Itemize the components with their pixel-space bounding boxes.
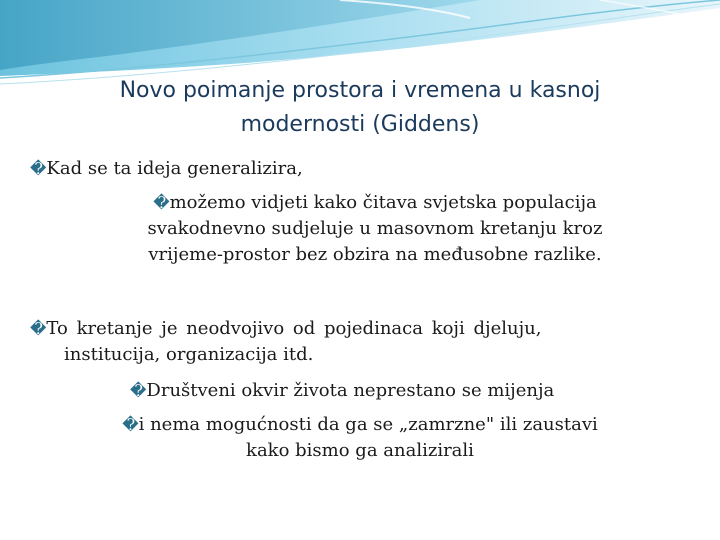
bullet-2-line-3: vrijeme-prostor bez obzira na međusobne razlike. — [148, 244, 602, 265]
bullet-4-text: Društveni okvir života neprestano se mijenja — [146, 380, 555, 401]
bullet-3 — [30, 316, 690, 368]
bullet-marker-icon: � — [30, 159, 47, 178]
slide-title — [40, 74, 680, 142]
title-line-1: Novo poimanje prostora i vremena u kasnoj — [119, 78, 601, 103]
bullet-2 — [80, 190, 670, 268]
bullet-4 — [130, 378, 554, 404]
bullet-1 — [30, 156, 303, 182]
bullet-5 — [60, 412, 660, 464]
bullet-2-line-1: možemo vidjeti kako čitava svjetska populacija — [169, 192, 597, 213]
bullet-marker-icon: � — [30, 319, 47, 338]
bullet-marker-icon: � — [153, 193, 170, 212]
bullet-marker-icon: � — [122, 415, 139, 434]
bullet-5-line-2: kako bismo ga analizirali — [246, 440, 474, 461]
bullet-2-line-2: svakodnevno sudjeluje u masovnom kretanju kroz — [147, 218, 603, 239]
bullet-1-text: Kad se ta ideja generalizira, — [46, 158, 303, 179]
bullet-3-line-2: institucija, organizacija itd. — [64, 344, 314, 365]
bullet-3-line-1: To kretanje je neodvojivo od pojedinaca koji djeluju, — [46, 318, 542, 339]
title-line-2: modernosti (Giddens) — [240, 112, 480, 137]
bullet-marker-icon: � — [130, 381, 147, 400]
bullet-5-line-1: i nema mogućnosti da ga se „zamrzne" ili zaustavi — [138, 414, 598, 435]
